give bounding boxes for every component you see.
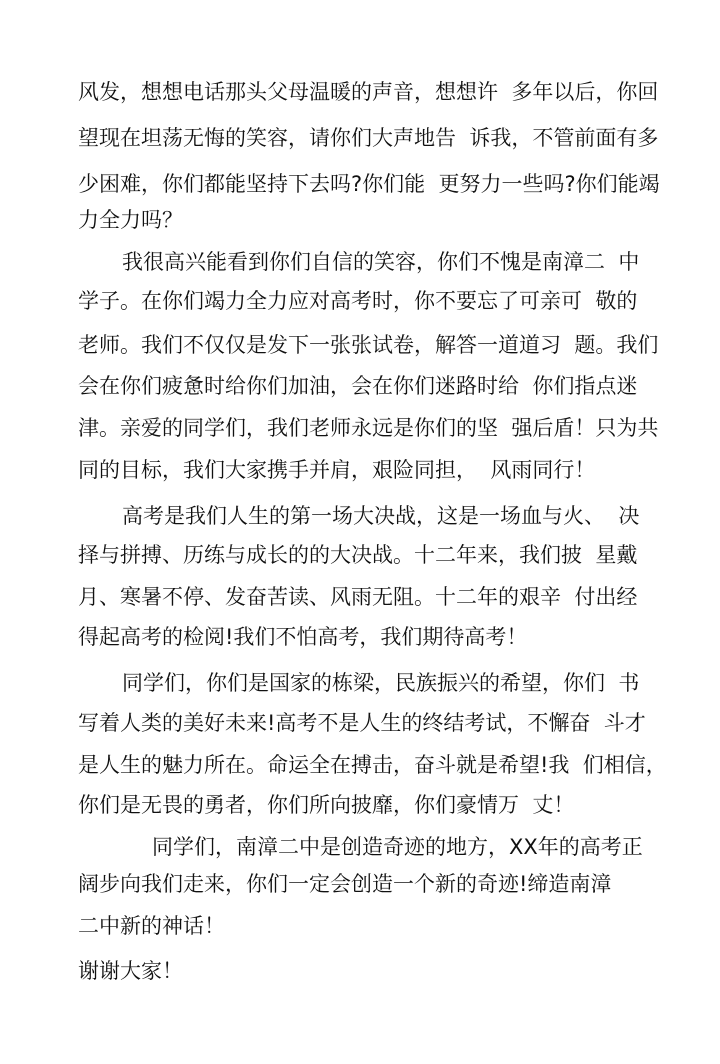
text-line: 望现在坦荡无悔的笑容，请你们大声地告 诉我，不管前面有多	[78, 126, 659, 150]
paragraph-start-line: 同学们，你们是国家的栋梁，民族振兴的希望，你们 书	[122, 671, 640, 695]
text-line: 津。亲爱的同学们，我们老师永远是你们的坚 强后盾！只为共	[78, 416, 659, 440]
text-line: 二中新的神话！	[78, 914, 225, 938]
paragraph-start-line: 同学们，南漳二中是创造奇迹的地方，XX年的高考正	[152, 835, 643, 859]
text-line: 写着人类的美好未来!高考不是人生的终结考试，不懈奋 斗才	[78, 711, 646, 735]
text-line: 阔步向我们走来，你们一定会创造一个新的奇迹!缔造南漳	[78, 872, 612, 896]
text-line: 会在你们疲惫时给你们加油，会在你们迷路时给 你们指点迷	[78, 374, 638, 398]
paragraph-start-line: 我很高兴能看到你们自信的笑容，你们不愧是南漳二 中	[122, 250, 640, 274]
text-line: 得起高考的检阅!我们不怕高考，我们期待高考！	[78, 625, 528, 649]
text-line: 学子。在你们竭力全力应对高考时，你不要忘了可亲可 敬的	[78, 289, 638, 313]
text-line: 谢谢大家！	[78, 959, 183, 983]
text-line: 你们是无畏的勇者，你们所向披靡，你们豪情万 丈！	[78, 793, 575, 817]
paragraph-start-line: 高考是我们人生的第一场大决战，这是一场血与火、 决	[122, 504, 640, 528]
text-line: 老师。我们不仅仅是发下一张张试卷，解答一道道习 题。我们	[78, 333, 659, 357]
text-line: 风发，想想电话那头父母温暖的声音，想想许 多年以后，你回	[78, 80, 659, 104]
text-line: 是人生的魅力所在。命运全在搏击，奋斗就是希望!我 们相信，	[78, 753, 667, 777]
text-line: 同的目标，我们大家携手并肩，艰险同担， 风雨同行！	[78, 458, 596, 482]
text-line: 少困难，你们都能坚持下去吗?你们能 更努力一些吗?你们能竭	[78, 172, 660, 196]
text-line: 择与拼搏、历练与成长的的大决战。十二年来，我们披 星戴	[78, 543, 638, 567]
text-line: 月、寒暑不停、发奋苦读、风雨无阻。十二年的艰辛 付出经	[78, 585, 638, 609]
text-line: 力全力吗？	[78, 208, 183, 232]
